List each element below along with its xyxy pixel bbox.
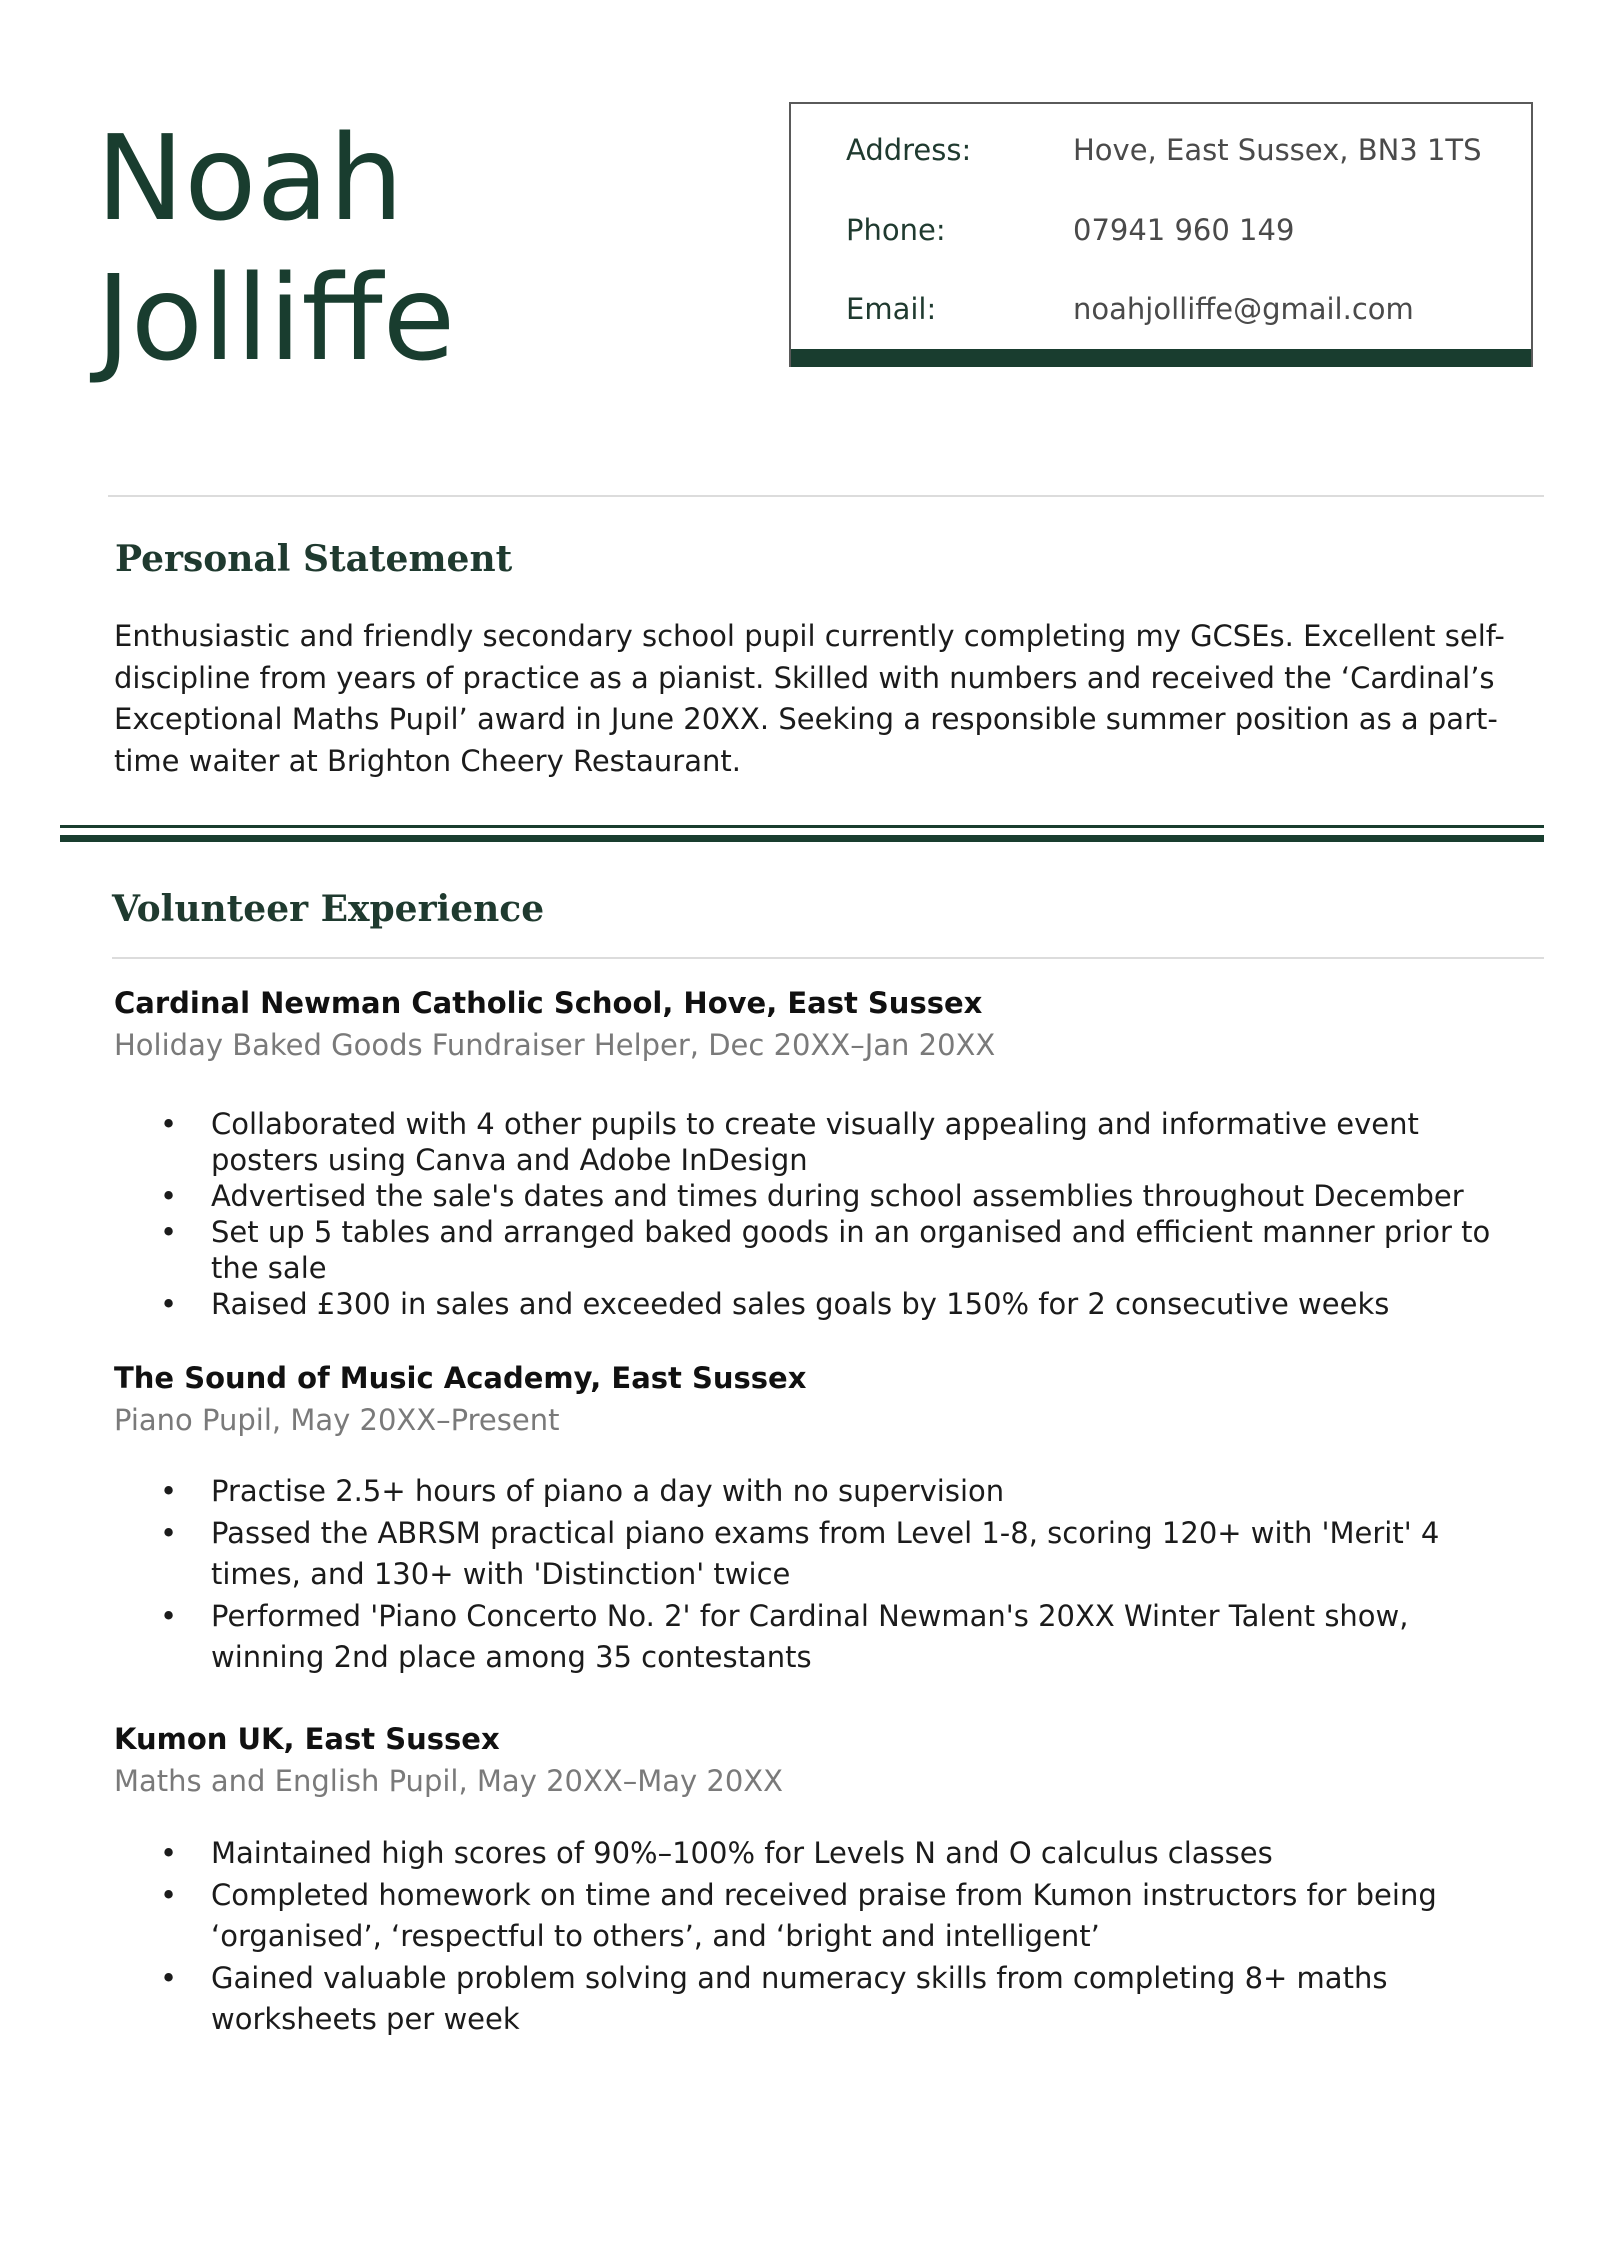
- list-item: • Advertised the sale's dates and times during school assemblies throughout December: [160, 1179, 1464, 1213]
- entry-bullets: [0, 1833, 1496, 2041]
- contact-accent-bar: [791, 349, 1531, 367]
- divider: [108, 495, 1544, 497]
- volunteer-experience-heading: Volunteer Experience: [112, 888, 545, 930]
- list-item: • Gained valuable problem solving and numeracy skills from completing 8+ maths worksheets per week: [160, 1960, 1388, 2036]
- personal-statement-text: Enthusiastic and friendly secondary school pupil currently completing my GCSEs. Excellent self-discipline from years of practice as a pianist. Skilled with numbers and received the ‘Cardinal’s Exceptional Maths Pupil’ award in June 20XX. Seeking a responsible summer position as a part-time waiter at Brighton Cheery Restaurant.: [114, 619, 1505, 778]
- entry-org: Kumon UK, East Sussex: [114, 1722, 500, 1756]
- contact-label: Address:: [846, 133, 972, 167]
- email-value[interactable]: noahjolliffe@gmail.com: [1073, 292, 1414, 326]
- list-item: • Performed 'Piano Concerto No. 2' for Cardinal Newman's 20XX Winter Talent show, winning 2nd place among 35 contestants: [160, 1598, 1409, 1674]
- list-item: • Set up 5 tables and arranged baked goods in an organised and efficient manner prior to the sale: [160, 1215, 1491, 1285]
- entry-role: Piano Pupil, May 20XX–Present: [114, 1403, 560, 1437]
- entry-role: Holiday Baked Goods Fundraiser Helper, Dec 20XX–Jan 20XX: [114, 1028, 996, 1062]
- contact-box: [789, 102, 1533, 367]
- list-item: • Collaborated with 4 other pupils to create visually appealing and informative event posters using Canva and Adobe InDesign: [160, 1107, 1419, 1177]
- contact-label: Email:: [846, 292, 937, 326]
- entry-bullets: [0, 1471, 1496, 1679]
- entry-bullets: [0, 1106, 1496, 1322]
- divider: [112, 957, 1544, 959]
- list-item: • Completed homework on time and received praise from Kumon instructors for being ‘organised’, ‘respectful to others’, and ‘bright and intelligent’: [160, 1877, 1437, 1953]
- entry-org: The Sound of Music Academy, East Sussex: [114, 1361, 807, 1395]
- first-name: Noah: [96, 109, 404, 247]
- last-name: Jolliffe: [96, 249, 456, 387]
- phone-value: 07941 960 149: [1073, 213, 1295, 247]
- list-item: • Maintained high scores of 90%–100% for Levels N and O calculus classes: [160, 1836, 1273, 1870]
- list-item: • Passed the ABRSM practical piano exams from Level 1-8, scoring 120+ with 'Merit' 4 times, and 130+ with 'Distinction' twice: [160, 1515, 1440, 1591]
- personal-statement-heading: Personal Statement: [115, 538, 513, 580]
- list-item: • Raised £300 in sales and exceeded sales goals by 150% for 2 consecutive weeks: [160, 1287, 1390, 1321]
- divider-double-thick: [60, 835, 1544, 842]
- entry-role: Maths and English Pupil, May 20XX–May 20XX: [114, 1764, 784, 1798]
- divider-double-thin: [60, 825, 1544, 828]
- address-value: Hove, East Sussex, BN3 1TS: [1073, 133, 1482, 167]
- entry-org: Cardinal Newman Catholic School, Hove, East Sussex: [114, 986, 983, 1020]
- candidate-name: [96, 108, 455, 388]
- contact-label: Phone:: [846, 213, 946, 247]
- list-item: • Practise 2.5+ hours of piano a day with no supervision: [160, 1474, 1005, 1508]
